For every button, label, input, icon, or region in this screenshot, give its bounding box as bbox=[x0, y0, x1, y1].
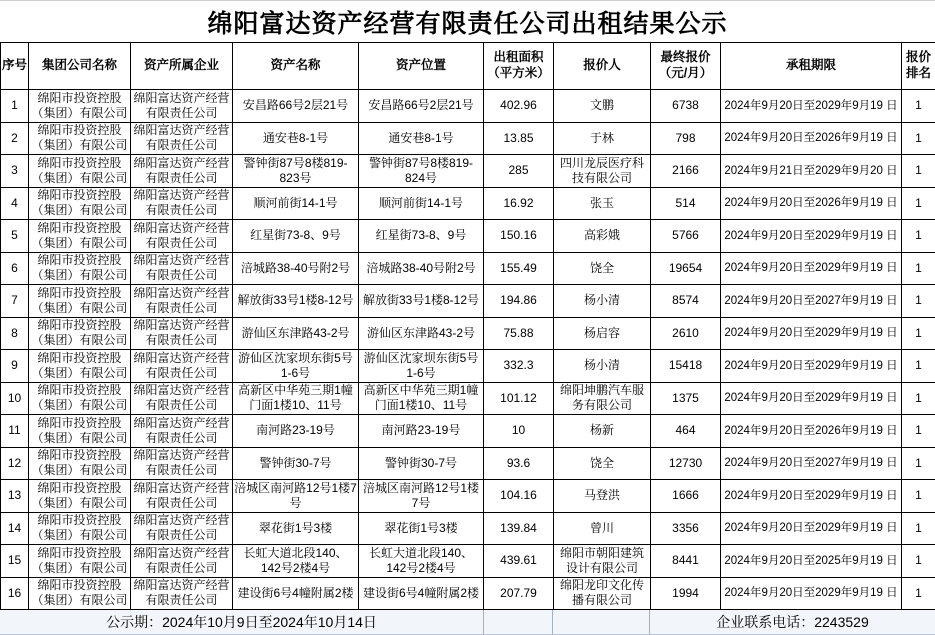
cell-rank: 1 bbox=[902, 577, 935, 610]
cell-bidder: 四川龙辰医疗科技有限公司 bbox=[554, 155, 651, 188]
cell-rank: 1 bbox=[902, 545, 935, 578]
cell-group-company: 绵阳市投资控股（集团）有限公司 bbox=[29, 382, 131, 415]
cell-asset-location: 通安巷8-1号 bbox=[359, 122, 484, 155]
table-row bbox=[1, 122, 935, 155]
cell-group-company: 绵阳市投资控股（集团）有限公司 bbox=[29, 447, 131, 480]
cell-rental-area: 139.84 bbox=[484, 512, 554, 545]
cell-rental-area: 439.61 bbox=[484, 545, 554, 578]
cell-asset-name: 涪城区南河路12号1楼7号 bbox=[233, 480, 359, 513]
cell-lease-term: 2024年9月20日至2029年9月19 日 bbox=[721, 220, 902, 253]
table-row bbox=[1, 220, 935, 253]
cell-lease-term: 2024年9月20日至2029年9月19 日 bbox=[721, 317, 902, 350]
cell-rental-area: 101.12 bbox=[484, 382, 554, 415]
cell-rank: 1 bbox=[902, 382, 935, 415]
cell-final-price: 12730 bbox=[651, 447, 721, 480]
cell-owning-enterprise: 绵阳富达资产经营有限责任公司 bbox=[131, 480, 233, 513]
cell-bidder: 杨启容 bbox=[554, 317, 651, 350]
cell-rank: 1 bbox=[902, 285, 935, 318]
cell-lease-term: 2024年9月20日至2029年9月19 日 bbox=[721, 382, 902, 415]
column-header-no: 序号 bbox=[1, 43, 29, 90]
cell-owning-enterprise: 绵阳富达资产经营有限责任公司 bbox=[131, 545, 233, 578]
cell-rank: 1 bbox=[902, 122, 935, 155]
cell-no: 7 bbox=[1, 285, 29, 318]
cell-owning-enterprise: 绵阳富达资产经营有限责任公司 bbox=[131, 447, 233, 480]
cell-final-price: 798 bbox=[651, 122, 721, 155]
cell-no: 16 bbox=[1, 577, 29, 610]
cell-lease-term: 2024年9月20日至2029年9月19 日 bbox=[721, 480, 902, 513]
cell-lease-term: 2024年9月20日至2029年9月19 日 bbox=[721, 350, 902, 383]
cell-asset-name: 南河路23-19号 bbox=[233, 415, 359, 448]
cell-rank: 1 bbox=[902, 220, 935, 253]
table-row bbox=[1, 155, 935, 188]
column-header-bidder: 报价人 bbox=[554, 43, 651, 90]
footer-empty-cell-2 bbox=[553, 610, 650, 634]
cell-group-company: 绵阳市投资控股（集团）有限公司 bbox=[29, 122, 131, 155]
cell-asset-location: 建设街6号4幢附属2楼 bbox=[359, 577, 484, 610]
cell-owning-enterprise: 绵阳富达资产经营有限责任公司 bbox=[131, 252, 233, 285]
table-body bbox=[1, 90, 935, 610]
cell-no: 9 bbox=[1, 350, 29, 383]
contact-phone-text: 企业联系电话：2243529 bbox=[716, 614, 869, 630]
cell-lease-term: 2024年9月20日至2026年9月19 日 bbox=[721, 187, 902, 220]
cell-no: 12 bbox=[1, 447, 29, 480]
cell-owning-enterprise: 绵阳富达资产经营有限责任公司 bbox=[131, 90, 233, 123]
cell-no: 3 bbox=[1, 155, 29, 188]
table-row bbox=[1, 577, 935, 610]
cell-rental-area: 207.79 bbox=[484, 577, 554, 610]
cell-group-company: 绵阳市投资控股（集团）有限公司 bbox=[29, 545, 131, 578]
column-header-asset-name: 资产名称 bbox=[233, 43, 359, 90]
publicity-period-text: 公示期：2024年10月9日至2024年10月14日 bbox=[106, 614, 377, 630]
cell-group-company: 绵阳市投资控股（集团）有限公司 bbox=[29, 577, 131, 610]
cell-final-price: 2166 bbox=[651, 155, 721, 188]
cell-owning-enterprise: 绵阳富达资产经营有限责任公司 bbox=[131, 220, 233, 253]
cell-asset-location: 解放街33号1楼8-12号 bbox=[359, 285, 484, 318]
cell-final-price: 19654 bbox=[651, 252, 721, 285]
cell-final-price: 6738 bbox=[651, 90, 721, 123]
column-header-owning-enterprise: 资产所属企业 bbox=[131, 43, 233, 90]
cell-final-price: 5766 bbox=[651, 220, 721, 253]
cell-asset-name: 游仙区东津路43-2号 bbox=[233, 317, 359, 350]
cell-no: 14 bbox=[1, 512, 29, 545]
cell-lease-term: 2024年9月20日至2029年9月19 日 bbox=[721, 252, 902, 285]
cell-rank: 1 bbox=[902, 90, 935, 123]
cell-owning-enterprise: 绵阳富达资产经营有限责任公司 bbox=[131, 415, 233, 448]
cell-lease-term: 2024年9月20日至2029年9月19 日 bbox=[721, 512, 902, 545]
cell-rental-area: 75.88 bbox=[484, 317, 554, 350]
cell-bidder: 文鹏 bbox=[554, 90, 651, 123]
cell-asset-location: 警钟街87号8楼819-824号 bbox=[359, 155, 484, 188]
column-header-lease-term: 承租期限 bbox=[721, 43, 902, 90]
cell-rental-area: 194.86 bbox=[484, 285, 554, 318]
cell-asset-location: 涪城路38-40号附2号 bbox=[359, 252, 484, 285]
cell-asset-location: 游仙区沈家坝东街5号1-6号 bbox=[359, 350, 484, 383]
cell-group-company: 绵阳市投资控股（集团）有限公司 bbox=[29, 90, 131, 123]
cell-bidder: 曾川 bbox=[554, 512, 651, 545]
table-row bbox=[1, 90, 935, 123]
cell-asset-name: 安昌路66号2层21号 bbox=[233, 90, 359, 123]
cell-final-price: 1666 bbox=[651, 480, 721, 513]
table-row bbox=[1, 382, 935, 415]
cell-no: 2 bbox=[1, 122, 29, 155]
table-row bbox=[1, 317, 935, 350]
cell-rank: 1 bbox=[902, 480, 935, 513]
column-header-rental-area: 出租面积（平方米） bbox=[484, 43, 554, 90]
page-title: 绵阳富达资产经营有限责任公司出租结果公示 bbox=[207, 9, 728, 38]
cell-final-price: 514 bbox=[651, 187, 721, 220]
cell-rank: 1 bbox=[902, 187, 935, 220]
cell-rental-area: 402.96 bbox=[484, 90, 554, 123]
cell-asset-name: 通安巷8-1号 bbox=[233, 122, 359, 155]
cell-no: 8 bbox=[1, 317, 29, 350]
cell-no: 15 bbox=[1, 545, 29, 578]
cell-owning-enterprise: 绵阳富达资产经营有限责任公司 bbox=[131, 317, 233, 350]
cell-final-price: 2610 bbox=[651, 317, 721, 350]
cell-owning-enterprise: 绵阳富达资产经营有限责任公司 bbox=[131, 155, 233, 188]
footer-row bbox=[0, 610, 935, 634]
cell-lease-term: 2024年9月20日至2026年9月19 日 bbox=[721, 415, 902, 448]
table-row bbox=[1, 545, 935, 578]
column-header-group-company: 集团公司名称 bbox=[29, 43, 131, 90]
cell-no: 11 bbox=[1, 415, 29, 448]
cell-bidder: 绵阳市朝阳建筑设计有限公司 bbox=[554, 545, 651, 578]
cell-asset-location: 翠花街1号3楼 bbox=[359, 512, 484, 545]
cell-final-price: 464 bbox=[651, 415, 721, 448]
cell-asset-location: 红星街73-8、9号 bbox=[359, 220, 484, 253]
column-header-final-price: 最终报价（元/月） bbox=[651, 43, 721, 90]
cell-group-company: 绵阳市投资控股（集团）有限公司 bbox=[29, 317, 131, 350]
cell-asset-location: 游仙区东津路43-2号 bbox=[359, 317, 484, 350]
cell-rank: 1 bbox=[902, 317, 935, 350]
cell-asset-location: 安昌路66号2层21号 bbox=[359, 90, 484, 123]
cell-no: 6 bbox=[1, 252, 29, 285]
cell-asset-location: 涪城区南河路12号1楼7号 bbox=[359, 480, 484, 513]
cell-no: 5 bbox=[1, 220, 29, 253]
cell-owning-enterprise: 绵阳富达资产经营有限责任公司 bbox=[131, 512, 233, 545]
cell-no: 10 bbox=[1, 382, 29, 415]
cell-group-company: 绵阳市投资控股（集团）有限公司 bbox=[29, 415, 131, 448]
cell-lease-term: 2024年9月20日至2027年9月19 日 bbox=[721, 285, 902, 318]
column-header-rank: 报价排名 bbox=[902, 43, 935, 90]
cell-owning-enterprise: 绵阳富达资产经营有限责任公司 bbox=[131, 122, 233, 155]
cell-rental-area: 13.85 bbox=[484, 122, 554, 155]
cell-bidder: 绵阳坤鹏汽车服务有限公司 bbox=[554, 382, 651, 415]
cell-bidder: 杨新 bbox=[554, 415, 651, 448]
cell-group-company: 绵阳市投资控股（集团）有限公司 bbox=[29, 512, 131, 545]
cell-final-price: 8574 bbox=[651, 285, 721, 318]
cell-rental-area: 150.16 bbox=[484, 220, 554, 253]
cell-asset-location: 警钟街30-7号 bbox=[359, 447, 484, 480]
cell-owning-enterprise: 绵阳富达资产经营有限责任公司 bbox=[131, 382, 233, 415]
table-header-row bbox=[1, 43, 935, 90]
cell-bidder: 高彩娥 bbox=[554, 220, 651, 253]
cell-bidder: 张玉 bbox=[554, 187, 651, 220]
cell-bidder: 饶全 bbox=[554, 447, 651, 480]
cell-rank: 1 bbox=[902, 350, 935, 383]
cell-bidder: 马登洪 bbox=[554, 480, 651, 513]
cell-group-company: 绵阳市投资控股（集团）有限公司 bbox=[29, 252, 131, 285]
cell-rental-area: 93.6 bbox=[484, 447, 554, 480]
cell-rental-area: 332.3 bbox=[484, 350, 554, 383]
cell-asset-name: 顺河前街14-1号 bbox=[233, 187, 359, 220]
cell-group-company: 绵阳市投资控股（集团）有限公司 bbox=[29, 285, 131, 318]
cell-asset-name: 警钟街87号8楼819-823号 bbox=[233, 155, 359, 188]
table-row bbox=[1, 512, 935, 545]
cell-lease-term: 2024年9月21日至2029年9月20 日 bbox=[721, 155, 902, 188]
cell-no: 4 bbox=[1, 187, 29, 220]
cell-final-price: 15418 bbox=[651, 350, 721, 383]
cell-bidder: 绵阳龙印文化传播有限公司 bbox=[554, 577, 651, 610]
cell-asset-location: 高新区中华苑三期1幢门面1楼10、11号 bbox=[359, 382, 484, 415]
table-row bbox=[1, 480, 935, 513]
cell-rental-area: 155.49 bbox=[484, 252, 554, 285]
cell-owning-enterprise: 绵阳富达资产经营有限责任公司 bbox=[131, 187, 233, 220]
table-row bbox=[1, 252, 935, 285]
cell-rank: 1 bbox=[902, 447, 935, 480]
cell-asset-name: 建设街6号4幢附属2楼 bbox=[233, 577, 359, 610]
cell-asset-name: 涪城路38-40号附2号 bbox=[233, 252, 359, 285]
cell-rental-area: 285 bbox=[484, 155, 554, 188]
cell-bidder: 杨小清 bbox=[554, 285, 651, 318]
cell-group-company: 绵阳市投资控股（集团）有限公司 bbox=[29, 480, 131, 513]
cell-rank: 1 bbox=[902, 512, 935, 545]
cell-group-company: 绵阳市投资控股（集团）有限公司 bbox=[29, 187, 131, 220]
cell-final-price: 1375 bbox=[651, 382, 721, 415]
cell-asset-name: 高新区中华苑三期1幢门面1楼10、11号 bbox=[233, 382, 359, 415]
cell-lease-term: 2024年9月20日至2029年9月19 日 bbox=[721, 90, 902, 123]
column-header-asset-location: 资产位置 bbox=[359, 43, 484, 90]
cell-rank: 1 bbox=[902, 252, 935, 285]
cell-rental-area: 10 bbox=[484, 415, 554, 448]
cell-rank: 1 bbox=[902, 155, 935, 188]
table-row bbox=[1, 447, 935, 480]
cell-final-price: 8441 bbox=[651, 545, 721, 578]
cell-lease-term: 2024年9月20日至2029年9月19 日 bbox=[721, 577, 902, 610]
cell-rental-area: 16.92 bbox=[484, 187, 554, 220]
cell-asset-location: 长虹大道北段140、142号2楼4号 bbox=[359, 545, 484, 578]
cell-asset-name: 长虹大道北段140、142号2楼4号 bbox=[233, 545, 359, 578]
table-row bbox=[1, 415, 935, 448]
cell-owning-enterprise: 绵阳富达资产经营有限责任公司 bbox=[131, 285, 233, 318]
cell-asset-name: 游仙区沈家坝东街5号1-6号 bbox=[233, 350, 359, 383]
cell-final-price: 3356 bbox=[651, 512, 721, 545]
table-row bbox=[1, 285, 935, 318]
cell-asset-location: 南河路23-19号 bbox=[359, 415, 484, 448]
cell-bidder: 杨小清 bbox=[554, 350, 651, 383]
cell-lease-term: 2024年9月20日至2026年9月19 日 bbox=[721, 122, 902, 155]
cell-owning-enterprise: 绵阳富达资产经营有限责任公司 bbox=[131, 350, 233, 383]
cell-group-company: 绵阳市投资控股（集团）有限公司 bbox=[29, 220, 131, 253]
cell-asset-location: 顺河前街14-1号 bbox=[359, 187, 484, 220]
cell-asset-name: 警钟街30-7号 bbox=[233, 447, 359, 480]
cell-group-company: 绵阳市投资控股（集团）有限公司 bbox=[29, 155, 131, 188]
cell-rank: 1 bbox=[902, 415, 935, 448]
cell-lease-term: 2024年9月20日至2027年9月19 日 bbox=[721, 447, 902, 480]
cell-lease-term: 2024年9月20日至2025年9月19 日 bbox=[721, 545, 902, 578]
cell-final-price: 1994 bbox=[651, 577, 721, 610]
cell-group-company: 绵阳市投资控股（集团）有限公司 bbox=[29, 350, 131, 383]
cell-asset-name: 红星街73-8、9号 bbox=[233, 220, 359, 253]
cell-bidder: 饶全 bbox=[554, 252, 651, 285]
cell-no: 13 bbox=[1, 480, 29, 513]
cell-asset-name: 翠花街1号3楼 bbox=[233, 512, 359, 545]
rental-result-table bbox=[0, 42, 935, 610]
cell-owning-enterprise: 绵阳富达资产经营有限责任公司 bbox=[131, 577, 233, 610]
cell-no: 1 bbox=[1, 90, 29, 123]
cell-rental-area: 104.16 bbox=[484, 480, 554, 513]
cell-asset-name: 解放街33号1楼8-12号 bbox=[233, 285, 359, 318]
table-row bbox=[1, 187, 935, 220]
footer-empty-cell-1 bbox=[483, 610, 553, 634]
table-row bbox=[1, 350, 935, 383]
cell-bidder: 于林 bbox=[554, 122, 651, 155]
